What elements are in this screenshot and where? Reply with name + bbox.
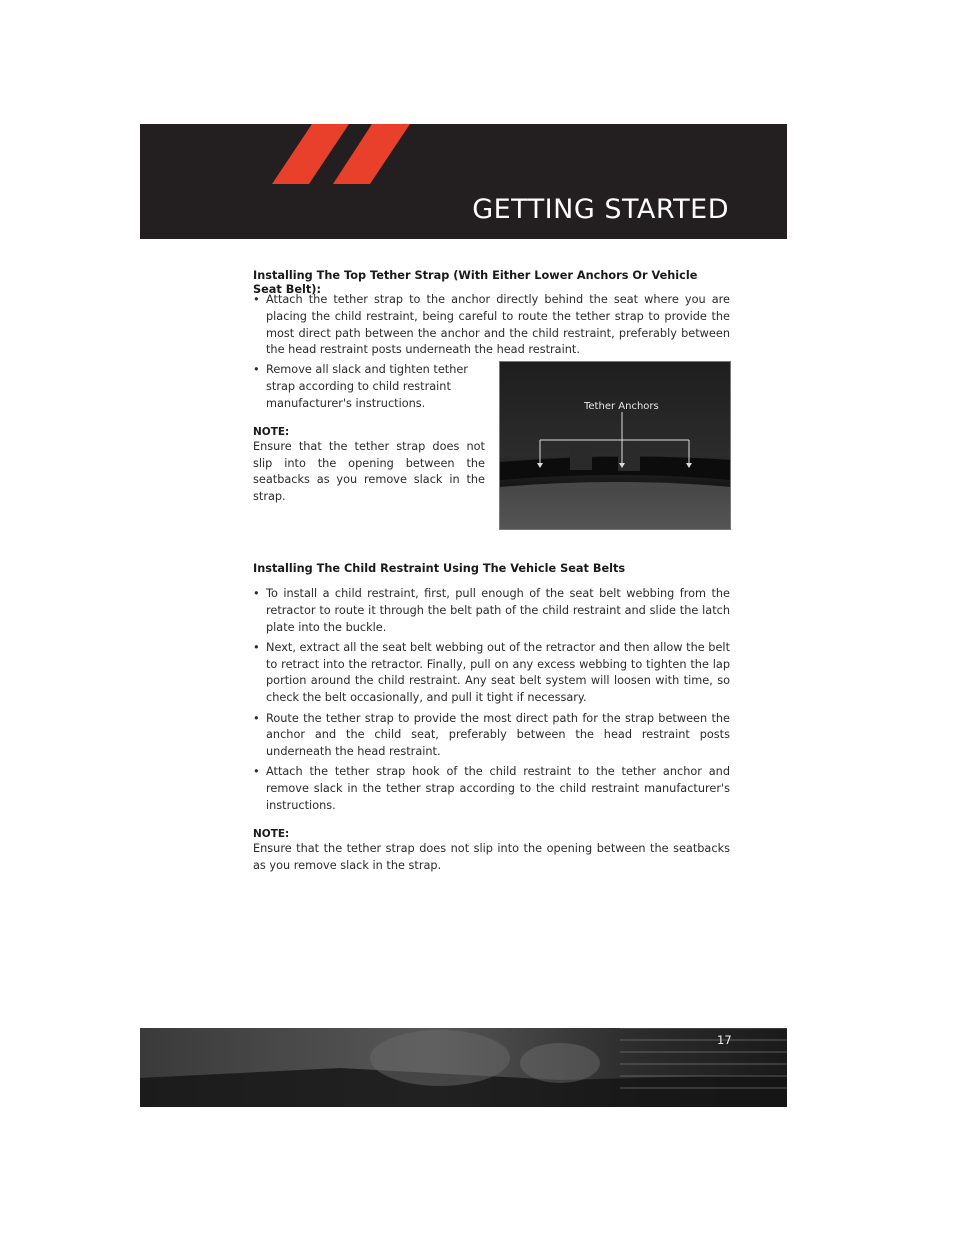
section-heading-top-tether: Installing The Top Tether Strap (With Either Lower Anchors Or Vehicle Seat Belt):	[253, 269, 698, 296]
top-tether-bullets-wide	[253, 292, 730, 363]
list-item: • Next, extract all the seat belt webbing out of the retractor and then allow the belt to retract into the retractor. Finally, pull on any excess webbing to tighten the lap portion around the child restraint. Any seat belt system will loosen with time, so check the belt occasionally, and pull it tight if necessary.	[253, 640, 730, 705]
tether-anchors-illustration	[500, 362, 731, 530]
footer-background-image	[140, 1028, 787, 1107]
list-item: • To install a child restraint, first, pull enough of the seat belt webbing from the retractor to route it through the belt path of the child restraint and slide the latch plate into the buckle.	[253, 587, 730, 634]
section-seat-belts	[253, 562, 730, 875]
list-item: • Attach the tether strap to the anchor directly behind the seat where you are placing the child restraint, being careful to route the tether strap to provide the most direct path between the anchor and the child restraint, preferably between the head restraint posts underneath the head restraint.	[253, 293, 730, 357]
note-text: Ensure that the tether strap does not slip into the opening between the seatbacks as you remove slack in the strap.	[253, 439, 485, 504]
photo-label: Tether Anchors	[584, 401, 659, 412]
page-header-banner	[140, 124, 787, 239]
racing-stripe-left	[272, 124, 349, 184]
note-label: NOTE:	[253, 425, 290, 438]
top-tether-bullets-narrow	[253, 362, 485, 506]
page-footer-banner	[140, 1028, 787, 1107]
page-number: 17	[717, 1033, 732, 1047]
list-item: • Remove all slack and tighten tether strap according to child restraint manufacturer's instructions.	[253, 363, 468, 410]
tether-anchors-photo	[499, 361, 731, 530]
racing-stripes-logo	[140, 124, 440, 239]
note-label: NOTE:	[253, 828, 290, 841]
list-item: • Attach the tether strap hook of the child restraint to the tether anchor and remove slack in the tether strap according to the child restraint manufacturer's instructions.	[253, 765, 730, 813]
list-item: • Route the tether strap to provide the most direct path for the strap between the anchor and the child seat, preferably between the head restraint posts underneath the head restraint.	[253, 711, 730, 759]
note-text: Ensure that the tether strap does not slip into the opening between the seatbacks as you remove slack in the strap.	[253, 842, 730, 873]
page-title: GETTING STARTED	[472, 194, 729, 225]
racing-stripe-right	[333, 124, 410, 184]
section-heading-seat-belts: Installing The Child Restraint Using The Vehicle Seat Belts	[253, 562, 626, 575]
